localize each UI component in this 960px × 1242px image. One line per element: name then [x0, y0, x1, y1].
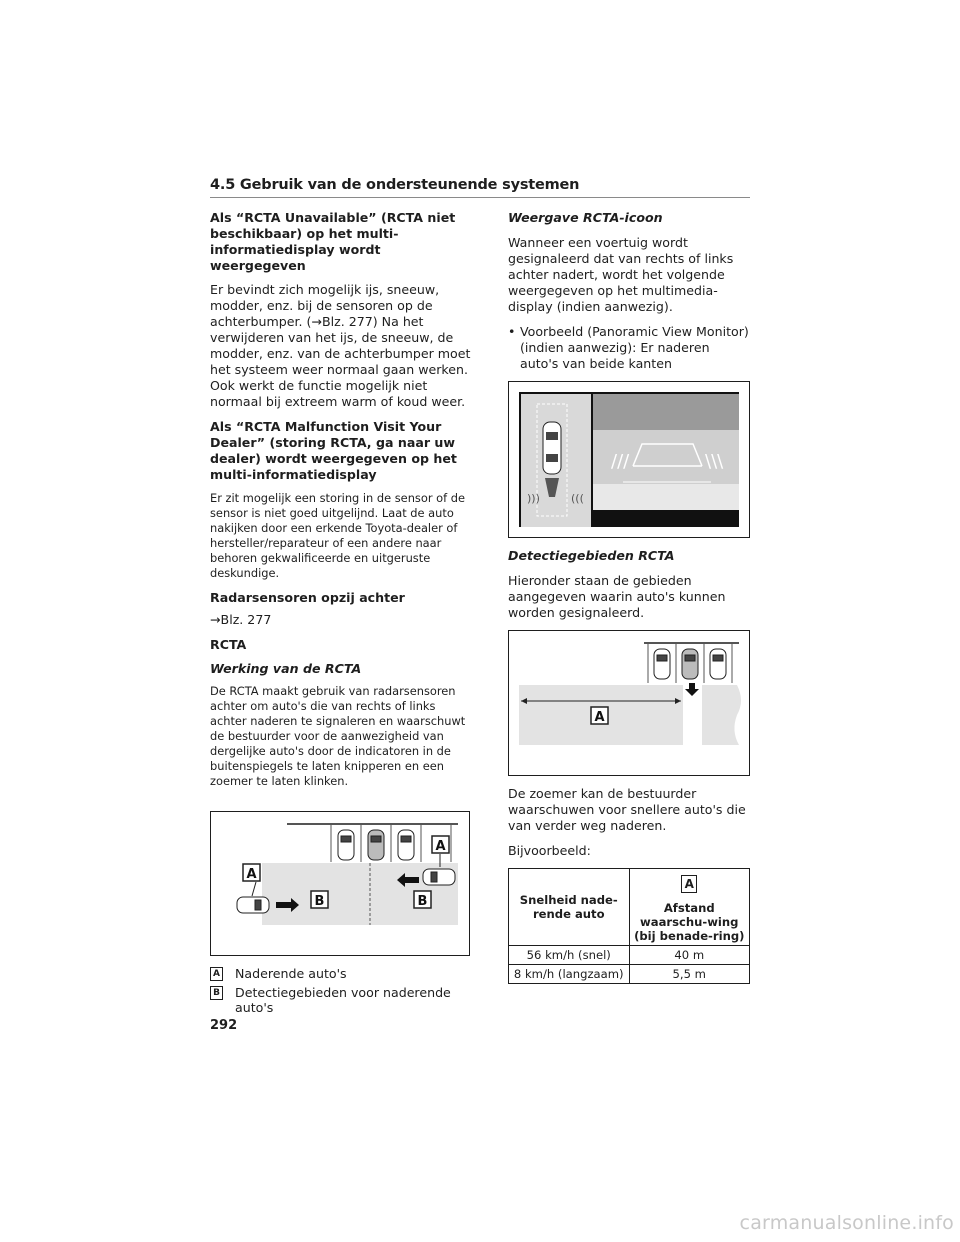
heading-rcta-operation: Werking van de RCTA — [210, 661, 362, 676]
own-car-icon — [543, 422, 561, 474]
svg-text:\\\: \\\ — [705, 451, 724, 472]
approaching-car-left — [237, 897, 269, 913]
bullet-example: • Voorbeeld (Panoramic View Monitor) (indien aanwezig): Er naderen auto's van beide kanten — [508, 324, 750, 372]
panoramic-monitor-screen — [509, 382, 749, 537]
detection-area-diagram — [509, 631, 749, 775]
parking-diagram — [211, 812, 469, 955]
legend-item-b — [210, 985, 472, 1015]
parked-car-2 — [368, 830, 384, 860]
label-b-left — [311, 891, 328, 909]
parked-car-a — [654, 649, 670, 679]
paragraph-example: Bijvoorbeeld: — [508, 843, 591, 858]
cell-speed: 56 km/h (snel) — [509, 946, 630, 965]
col-header-distance — [629, 869, 750, 946]
cell-speed: 8 km/h (langzaam) — [509, 965, 630, 984]
heading-radar-sensors: Radarsensoren opzij achter — [210, 590, 405, 605]
cell-distance: 40 m — [629, 946, 750, 965]
page-number: 292 — [210, 1018, 238, 1033]
section-header: 4.5 Gebruik van de ondersteunende systemen — [210, 177, 750, 198]
table-header-row — [509, 869, 750, 946]
table-row — [509, 965, 750, 984]
legend-key-a: A — [210, 967, 223, 981]
heading-rcta: RCTA — [210, 637, 247, 652]
svg-text:(((: ((( — [571, 492, 584, 505]
parked-car-c — [710, 649, 726, 679]
heading-detection-areas: Detectiegebieden RCTA — [508, 548, 675, 563]
speed-distance-table — [508, 868, 750, 984]
parked-car-3 — [398, 830, 414, 860]
right-column — [508, 210, 750, 984]
svg-text:B: B — [417, 894, 428, 909]
parked-car-1 — [338, 830, 354, 860]
col-header-distance-label: Afstand waarschu-wing (bij benade-ring) — [634, 901, 745, 943]
cell-distance: 5,5 m — [629, 965, 750, 984]
paragraph-unavailable: Er bevindt zich mogelijk ijs, sneeuw, modder, enz. bij de sensoren op de achterbumper. (→Blz. 277) Na het verwijderen van het ijs, de sneeuw, de modder, enz. van de achterbumper moet het systeem weer normaal gaan werken. Ook werkt de functie mogelijk niet normaal bij extreem warm of koud weer. — [210, 282, 471, 409]
approaching-car-right — [423, 869, 455, 885]
svg-text:))): ))) — [527, 492, 540, 505]
paragraph-operation: De RCTA maakt gebruik van radarsensoren achter om auto's die van rechts of links achter naderen te signaleren en waarschuwt de bestuurder voor de aanwezigheid van dergelijke auto's door de indicatoren in de buitenspiegels te laten knipperen en een zoemer te laten klinken. — [210, 684, 466, 788]
paragraph-icon: Wanneer een voertuig wordt gesignaleerd dat van rechts of links achter nadert, wordt het volgende weergegeven op het multimedia-display (indien aanwezig). — [508, 235, 734, 314]
label-b-right — [414, 891, 431, 909]
paragraph-malfunction: Er zit mogelijk een storing in de sensor of de sensor is niet goed uitgelijnd. Laat de auto nakijken door een erkende Toyota-dealer of hersteller/reparateur of een andere naar behoren gekwalificeerde en uitgeruste deskundige. — [210, 491, 465, 580]
legend-key-b: B — [210, 986, 223, 1000]
distance-key-a: A — [681, 875, 697, 893]
svg-text:///: /// — [611, 451, 630, 472]
legend-text-b: Detectiegebieden voor naderende auto's — [235, 985, 451, 1015]
label-a-right — [432, 836, 449, 854]
figure-monitor-display — [508, 381, 750, 538]
label-a-left — [243, 864, 260, 882]
parked-car-b — [682, 649, 698, 679]
svg-text:A: A — [246, 867, 257, 882]
svg-text:A: A — [435, 839, 446, 854]
heading-rcta-icon: Weergave RCTA-icoon — [508, 210, 663, 225]
label-a — [591, 707, 608, 725]
heading-rcta-malfunction: Als “RCTA Malfunction Visit Your Dealer” (storing RCTA, ga naar uw dealer) wordt weergegeven op het multi-informatiedisplay — [210, 419, 457, 482]
table-row — [509, 946, 750, 965]
figure-approaching-cars — [210, 811, 470, 956]
paragraph-detection-areas: Hieronder staan de gebieden aangegeven waarin auto's kunnen worden gesignaleerd. — [508, 573, 726, 620]
watermark: carmanualsonline.info — [739, 1212, 954, 1234]
svg-text:B: B — [314, 894, 325, 909]
heading-rcta-unavailable: Als “RCTA Unavailable” (RCTA niet beschikbaar) op het multi-informatiedisplay wordt weergegeven — [210, 210, 456, 273]
left-column — [210, 210, 472, 1019]
legend-text-a: Naderende auto's — [235, 966, 347, 981]
legend-item-a — [210, 966, 472, 981]
svg-text:A: A — [594, 710, 605, 725]
page-reference-link[interactable]: →Blz. 277 — [210, 612, 272, 627]
figure-detection-area — [508, 630, 750, 776]
col-header-speed: Snelheid nade-rende auto — [509, 869, 630, 946]
paragraph-buzzer: De zoemer kan de bestuurder waarschuwen voor snellere auto's die van verder weg naderen. — [508, 786, 746, 833]
